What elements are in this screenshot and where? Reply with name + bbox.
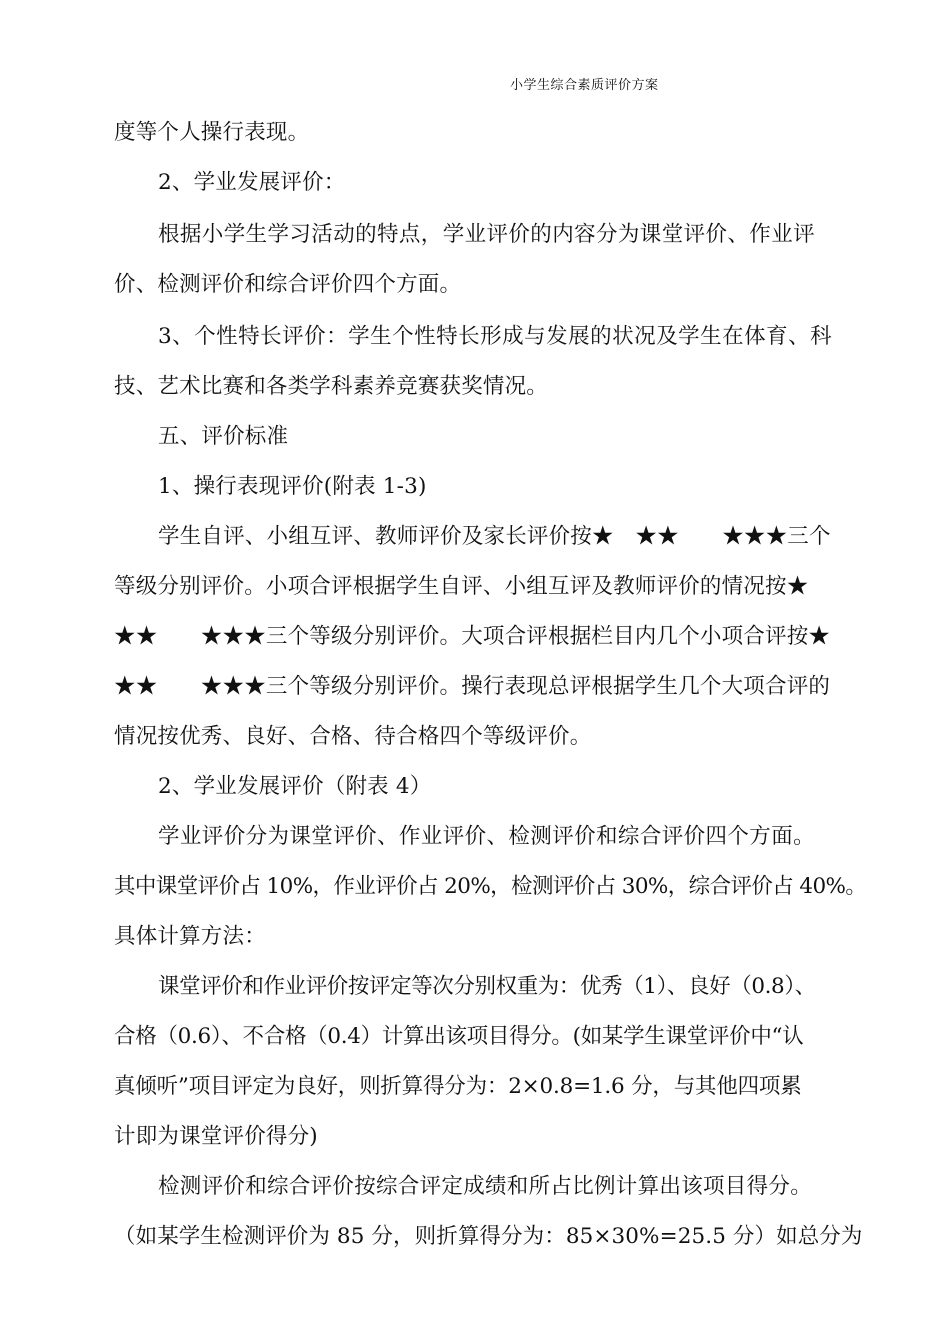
body-line: 等级分别评价。小项合评根据学生自评、小组互评及教师评价的情况按★ [114,574,809,599]
body-line: 具体计算方法： [114,924,266,949]
body-line: 真倾听”项目评定为良好，则折算得分为：2×0.8=1.6 分，与其他四项累 [114,1074,802,1099]
body-line: 度等个人操行表现。 [114,120,310,145]
body-line: 检测评价和综合评价按综合评定成绩和所占比例计算出该项目得分。 [158,1174,813,1199]
body-line: 3、个性特长评价：学生个性特长形成与发展的状况及学生在体育、科 [158,324,833,349]
body-line: 合格（0.6）、不合格（0.4）计算出该项目得分。(如某学生课堂评价中“认 [114,1024,804,1049]
section-heading: 2、学业发展评价： [158,170,346,195]
body-line: 计即为课堂评价得分) [114,1124,318,1149]
body-line: 其中课堂评价占 10%，作业评价占 20%，检测评价占 30%，综合评价占 40%。 [114,874,867,899]
section-heading: 五、评价标准 [158,424,289,449]
section-heading: 1、操行表现评价(附表 1-3) [158,474,427,499]
body-line: 技、艺术比赛和各类学科素养竞赛获奖情况。 [114,374,549,399]
body-line: 课堂评价和作业评价按评定等次分别权重为：优秀（1）、良好（0.8）、 [158,974,816,999]
body-line: 价、检测评价和综合评价四个方面。 [114,272,462,297]
body-line: 情况按优秀、良好、合格、待合格四个等级评价。 [114,724,592,749]
page-header: 小学生综合素质评价方案 [510,78,659,93]
section-heading: 2、学业发展评价（附表 4） [158,774,432,799]
body-line: 学业评价分为课堂评价、作业评价、检测评价和综合评价四个方面。 [158,824,816,849]
body-line: 学生自评、小组互评、教师评价及家长评价按★ ★★ ★★★三个 [158,524,831,549]
body-line: ★★ ★★★三个等级分别评价。大项合评根据栏目内几个小项合评按★ [114,624,831,649]
body-line: ★★ ★★★三个等级分别评价。操行表现总评根据学生几个大项合评的 [114,674,831,699]
body-line: （如某学生检测评价为 85 分，则折算得分为：85×30%=25.5 分）如总分为 [114,1224,863,1249]
body-line: 根据小学生学习活动的特点，学业评价的内容分为课堂评价、作业评 [158,222,816,247]
